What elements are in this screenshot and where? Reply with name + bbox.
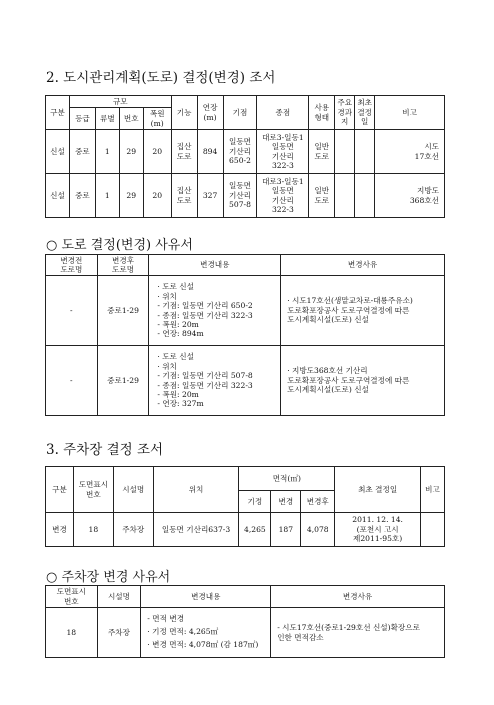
cell-gineung: 집산 도로 (171, 130, 197, 174)
header-byeongyeonghu: 변경후 (301, 491, 335, 513)
table-row (46, 513, 445, 547)
header-yeonjang: 연장 (m) (197, 96, 223, 130)
cell-bigo: 시도 17호선 (375, 130, 445, 174)
header-beonho: 번호 (119, 108, 143, 130)
header-domyeon: 도면표시 번호 (46, 586, 98, 608)
cell-reason: · 지방도368호선 기산리 도로확포장공사 도로구역결정에 따른 도시계획시설(도로) 신설 (281, 346, 445, 416)
cell-jongjeom: 대로3-일동1 일동면 기산리 322-3 (257, 174, 309, 218)
header-gubun: 구분 (46, 467, 74, 513)
cell-gijeom: 일동면 기산리 650-2 (223, 130, 257, 174)
cell-juyo (335, 174, 355, 218)
cell-gijon: 4,265 (239, 513, 271, 547)
header-before: 변경전 도로명 (46, 255, 98, 276)
header-choecho: 최초 결정 일 (355, 96, 375, 130)
header-myeonjeok: 면적(㎡) (239, 467, 335, 491)
table-row (46, 174, 445, 218)
cell-bigo (420, 513, 444, 547)
cell-choecho (355, 174, 375, 218)
cell-jongjeom: 대로3-일동1 일동면 기산리 322-3 (257, 130, 309, 174)
cell-yeonjang: 894 (197, 130, 223, 174)
header-bigo: 비고 (375, 96, 445, 130)
road-reason-title: ○ 도로 결정(변경) 사유서 (46, 238, 193, 253)
cell-choecho: 2011. 12. 14. (포천시 고시 제2011-95호) (335, 513, 421, 547)
parking-reason-title: ○ 주차장 변경 사유서 (46, 570, 171, 585)
header-siseol: 시설명 (97, 586, 141, 608)
cell-byeongyeong: 187 (271, 513, 301, 547)
header-reason: 변경사유 (271, 586, 445, 608)
header-bigo: 비고 (420, 467, 444, 513)
header-jongjeom: 종점 (257, 96, 309, 130)
cell-gubun: 신설 (46, 174, 70, 218)
section-title-road-plan: 2. 도시관리계획(도로) 결정(변경) 조서 (46, 70, 276, 86)
table-row (46, 608, 445, 658)
cell-siseol: 주차장 (113, 513, 153, 547)
section-title-parking: 3. 주차장 결정 조서 (46, 442, 164, 458)
cell-gineung: 집산 도로 (171, 174, 197, 218)
parking-table (45, 466, 445, 547)
cell-domyeon: 18 (46, 608, 98, 658)
header-siseol: 시설명 (113, 467, 153, 513)
cell-bigo: 지방도 368호선 (375, 174, 445, 218)
cell-wichi: 일동면 기산리637-3 (153, 513, 239, 547)
header-content: 변경내용 (149, 255, 281, 276)
header-choecho: 최초 결정일 (335, 467, 421, 513)
cell-before: - (46, 276, 98, 346)
cell-domyeon: 18 (73, 513, 113, 547)
header-content: 변경내용 (141, 586, 271, 608)
header-pokwon: 폭원 (m) (143, 108, 171, 130)
cell-ryubyeol: 1 (95, 174, 119, 218)
header-after: 변경후 도로명 (97, 255, 149, 276)
cell-deunggeup: 중로 (69, 174, 95, 218)
cell-gubun: 신설 (46, 130, 70, 174)
cell-deunggeup: 중로 (69, 130, 95, 174)
cell-gubun: 변경 (46, 513, 74, 547)
cell-juyo (335, 130, 355, 174)
header-juyo: 주요 경과 지 (335, 96, 355, 130)
cell-ryubyeol: 1 (95, 130, 119, 174)
cell-sayong: 일반 도로 (309, 174, 335, 218)
cell-byeongyeonghu: 4,078 (301, 513, 335, 547)
header-sayong: 사용 형태 (309, 96, 335, 130)
header-reason: 변경사유 (281, 255, 445, 276)
cell-after: 중로1-29 (97, 346, 149, 416)
cell-content: - 면적 변경 · 기정 면적: 4,265㎡ · 변경 면적: 4,078㎡ (감 187㎡) (141, 608, 271, 658)
header-gijon: 기정 (239, 491, 271, 513)
cell-beonho: 29 (119, 174, 143, 218)
table-row (46, 130, 445, 174)
cell-yeonjang: 327 (197, 174, 223, 218)
header-deunggeup: 등급 (69, 108, 95, 130)
cell-content: · 도로 신설 · 위치 - 기점: 일동면 기산리 650-2 - 종점: 일동면 기산리 322-3 - 폭원: 20m - 연장: 894m (149, 276, 281, 346)
header-gineung: 기능 (171, 96, 197, 130)
cell-reason: - 시도17호선(중로1-29호선 신설)확장으로 인한 면적감소 (271, 608, 445, 658)
cell-pokwon: 20 (143, 174, 171, 218)
cell-content: · 도로 신설 · 위치 - 기점: 일동면 기산리 507-8 - 종점: 일동면 기산리 322-3 - 폭원: 20m - 연장: 327m (149, 346, 281, 416)
cell-after: 중로1-29 (97, 276, 149, 346)
cell-siseol: 주차장 (97, 608, 141, 658)
header-gubun: 구분 (46, 96, 70, 130)
table-row (46, 276, 445, 346)
road-reason-table (45, 254, 445, 416)
cell-before: - (46, 346, 98, 416)
header-domyeon: 도면표시 번호 (73, 467, 113, 513)
road-plan-table (45, 95, 445, 218)
parking-reason-table (45, 585, 445, 658)
header-ryubyeol: 류별 (95, 108, 119, 130)
cell-choecho (355, 130, 375, 174)
cell-gijeom: 일동면 기산리 507-8 (223, 174, 257, 218)
header-wichi: 위치 (153, 467, 239, 513)
header-gyumo: 규모 (69, 96, 171, 108)
cell-reason: · 시도17호선(생맡교차로-대룡주유소) 도로확포장공사 도로구역결정에 따른 도시계획시설(도로) 신설 (281, 276, 445, 346)
cell-beonho: 29 (119, 130, 143, 174)
cell-pokwon: 20 (143, 130, 171, 174)
cell-sayong: 일반 도로 (309, 130, 335, 174)
header-byeongyeong: 변경 (271, 491, 301, 513)
table-row (46, 346, 445, 416)
header-gijeom: 기점 (223, 96, 257, 130)
